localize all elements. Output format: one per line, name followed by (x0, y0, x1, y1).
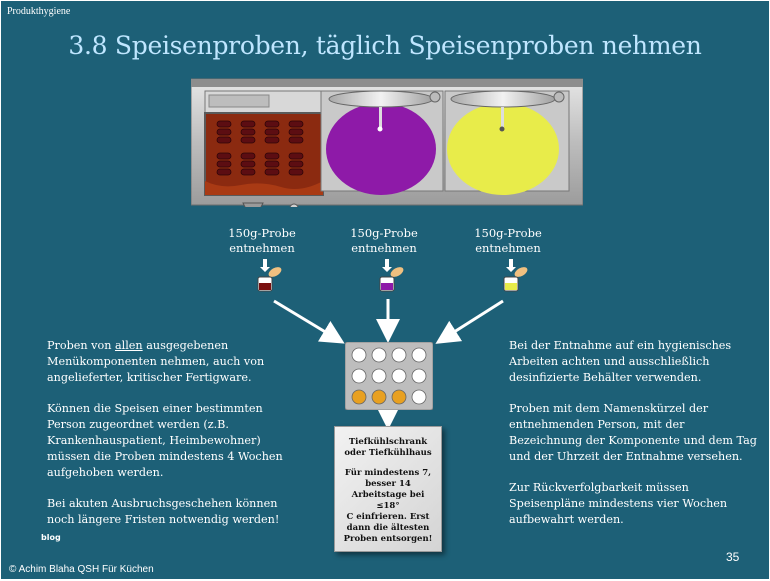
freezer-title: oder Tiefkühlhaus (344, 448, 432, 458)
right-paragraph-2: Proben mit dem Namenskürzel der entnehmenden Person, mit der Bezeichnung der Komponente und dem Tag und der Uhrzeit der Entnahme versehen. (509, 402, 757, 463)
freezer-title: Tiefkühlschrank (348, 437, 428, 447)
freezer-body: Für mindestens 7, besser 14 Arbeitstage bei ≤18° C einfrieren. Erst dann die ältesten Proben entsorgen! (343, 468, 433, 544)
left-paragraph-1: Proben von allen ausgegebenen Menükomponenten nehmen, auch von angelieferter, kritischer Fertigware. (47, 339, 265, 384)
probe-label-1: 150g-Probe entnehmen (228, 226, 296, 255)
left-paragraph-3: Bei akuten Ausbruchsgeschehen können noch längere Fristen notwendig werden! (47, 497, 280, 526)
sausage-pan (205, 91, 323, 195)
purple-pot (321, 91, 443, 195)
sample-tray-icon (345, 342, 433, 410)
left-paragraph-2: Können die Speisen einer bestimmten Person zugeordnet werden (z.B. Krankenhauspatient, Heimbewohner) müssen die Proben mindestens 4 Wochen aufgehoben werden. (47, 402, 283, 479)
steam-table-illustration (191, 77, 583, 207)
blog-mark: blog (41, 533, 61, 542)
page-number: 35 (726, 550, 740, 564)
yellow-pot (445, 91, 569, 195)
sample-cup-icon (499, 259, 533, 295)
right-paragraph-1: Bei der Entnahme auf ein hygienisches Arbeiten achten und ausschließlich desinfizierte Behälter verwenden. (509, 339, 732, 384)
arrow-left (274, 301, 337, 339)
slide-title: 3.8 Speisenproben, täglich Speisenproben nehmen (68, 31, 702, 60)
sample-cup-icon (253, 259, 287, 295)
section-label: Produkthygiene (7, 6, 71, 17)
probe-label-2: 150g-Probe entnehmen (350, 226, 418, 255)
probe-label-3: 150g-Probe entnehmen (474, 226, 542, 255)
slide (1, 1, 769, 579)
arrow-right (443, 301, 503, 339)
freezer-note (334, 426, 442, 552)
right-paragraph-3: Zur Rückverfolgbarkeit müssen Speisenpläne mindestens vier Wochen aufbewahrt werden. (509, 481, 728, 526)
left-text-block (47, 338, 291, 528)
copyright: © Achim Blaha QSH Für Küchen (9, 564, 154, 575)
sample-cup-icon (375, 259, 409, 295)
right-text-block (509, 338, 757, 528)
